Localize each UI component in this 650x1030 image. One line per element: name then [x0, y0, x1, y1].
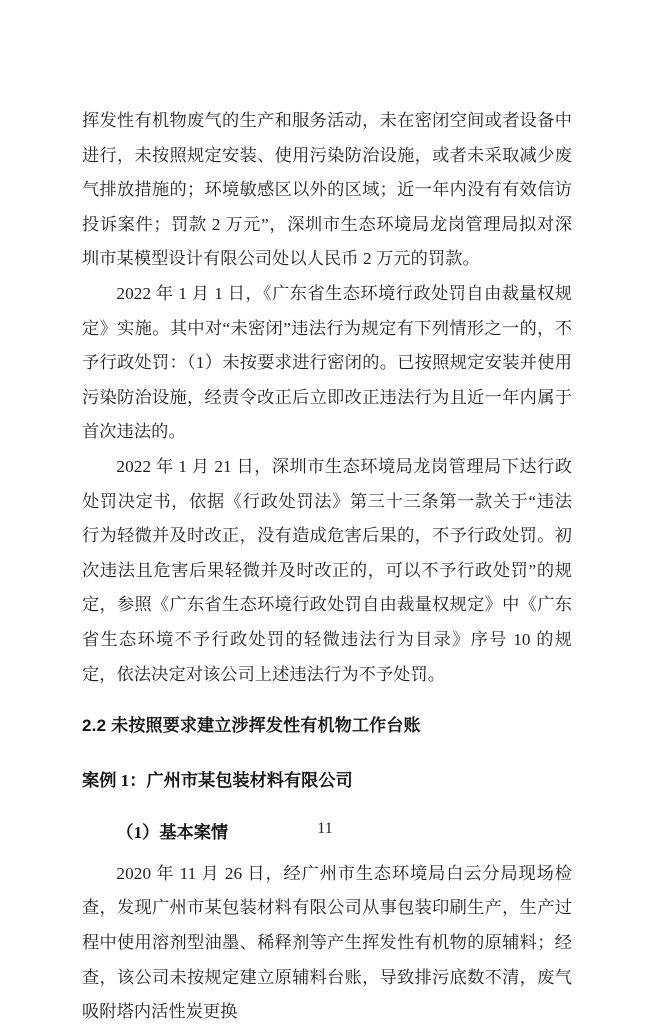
paragraph-vocs-penalty-continued: 挥发性有机物废气的生产和服务活动，未在密闭空间或者设备中进行，未按照规定安装、使用污染防治设施，或者未采取减少废气排放措施的；环境敏感区以外的区域；近一年内没有有效信访投诉案件；罚款 2 万元”，深圳市生态环境局龙岗管理局拟对深圳市某模型设计有限公司处以人民币 2 万元的罚款。: [82, 111, 572, 269]
paragraph-case-1-facts: 2020 年 11 月 26 日，经广州市生态环境局白云分局现场检查，发现广州市某包装材料有限公司从事包装印刷生产，生产过程中使用溶剂型油墨、稀释剂等产生挥发性有机物的原辅料；经查，该公司未按规定建立原辅料台账，导致排污底数不清，废气吸附塔内活性炭更换: [82, 863, 572, 1022]
paragraph-guangdong-discretion-rules: 2022 年 1 月 1 日，《广东省生态环境行政处罚自由裁量权规定》实施。其中对“未密闭”违法行为规定有下列情形之一的，不予行政处罚：（1）未按要求进行密闭的。已按照规定安装并使用污染防治设施，经责令改正后立即改正违法行为且近一年内属于首次违法的。: [82, 283, 572, 442]
page-number: 11: [317, 820, 333, 837]
heading-case-1: 案例 1：广州市某包装材料有限公司: [82, 770, 353, 790]
paragraph-decision-no-penalty: 2022 年 1 月 21 日，深圳市生态环境局龙岗管理局下达行政处罚决定书，依据《行政处罚法》第三十三条第一款关于“违法行为轻微并及时改正，没有造成危害后果的，不予行政处罚。初次违法且危害后果轻微并及时改正的，可以不予行政处罚”的规定，参照《广东省生态环境行政处罚自由裁量权规定》中《广东省生态环境不予行政处罚的轻微违法行为目录》序号 10 的规定，依法决定对该公司上述违法行为不予处罚。: [82, 456, 572, 684]
heading-basic-facts: （1）基本案情: [116, 823, 229, 843]
document-text-column: [82, 104, 572, 1030]
heading-section-2-2: 2.2 未按照要求建立涉挥发性有机物工作台账: [82, 716, 421, 736]
